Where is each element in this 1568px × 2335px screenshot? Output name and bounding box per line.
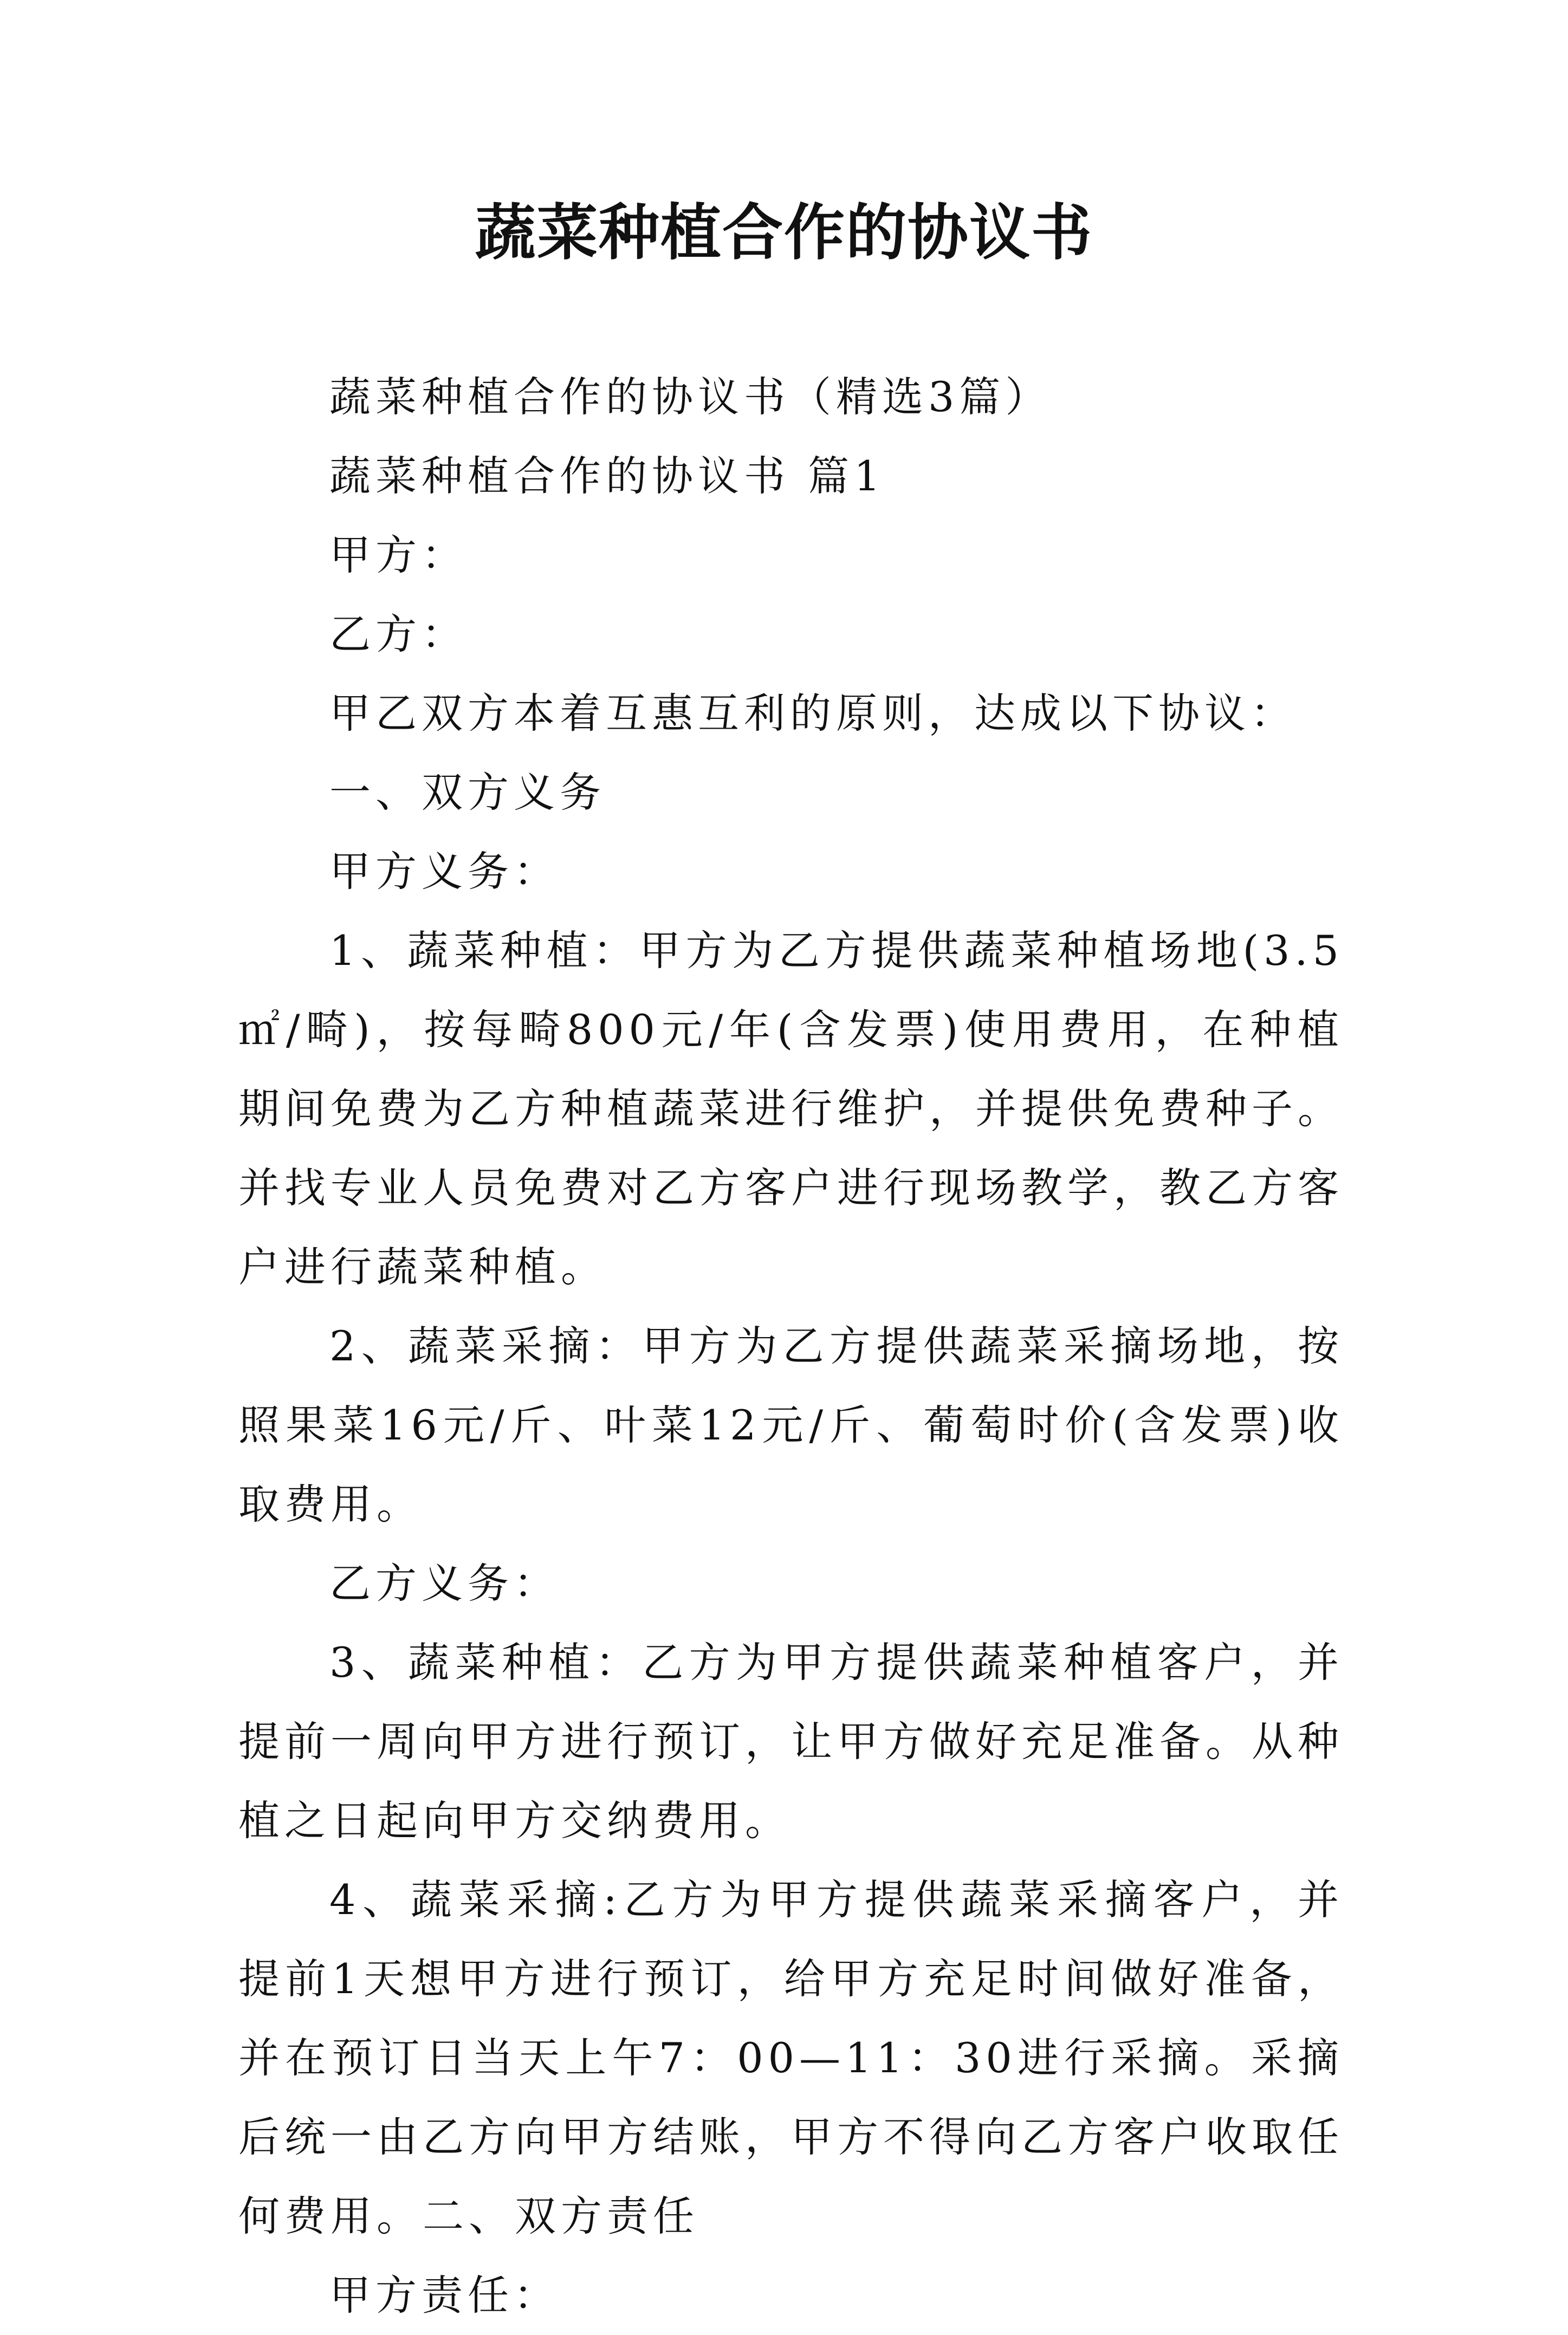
paragraph-mutual-obligations: 一、双方义务 [329,768,606,816]
paragraph-party-a: 甲方： [329,531,468,579]
paragraph-subtitle: 蔬菜种植合作的协议书（精选3篇） [329,373,1052,421]
paragraph-clause-1: 1、蔬菜种植：甲方为乙方提供蔬菜种植场地(3.5㎡/畸)，按每畸800元/年(含发票)使用费用，在种植期间免费为乙方种植蔬菜进行维护，并提供免费种子。并找专业人员免费对乙方客户进行现场教学，教乙方客户进行蔬菜种植。 [238,926,1344,1291]
paragraph-clause-4: 4、蔬菜采摘:乙方为甲方提供蔬菜采摘客户，并提前1天想甲方进行预订，给甲方充足时间做好准备，并在预订日当天上午7：00—11：30进行采摘。采摘后统一由乙方向甲方结账，甲方不得向乙方客户收取任何费用。二、双方责任 [238,1876,1344,2240]
paragraph-party-b-obligations: 乙方义务： [329,1559,560,1607]
paragraph-clause-2: 2、蔬菜采摘：甲方为乙方提供蔬菜采摘场地，按照果菜16元/斤、叶菜12元/斤、葡萄时价(含发票)收取费用。 [238,1322,1344,1528]
paragraph-clause-3: 3、蔬菜种植：乙方为甲方提供蔬菜种植客户，并提前一周向甲方进行预订，让甲方做好充足准备。从种植之日起向甲方交纳费用。 [238,1638,1344,1845]
document-title: 蔬菜种植合作的协议书 [475,197,1093,268]
paragraph-agreement-intro: 甲乙双方本着互惠互利的原则，达成以下协议： [329,689,1297,737]
paragraph-party-a-obligations: 甲方义务： [329,847,560,896]
paragraph-party-a-responsibility: 甲方责任： [329,2271,560,2319]
document-body [238,358,1344,2335]
paragraph-party-b: 乙方： [329,610,468,658]
paragraph-section-heading: 蔬菜种植合作的协议书 篇1 [329,452,885,500]
